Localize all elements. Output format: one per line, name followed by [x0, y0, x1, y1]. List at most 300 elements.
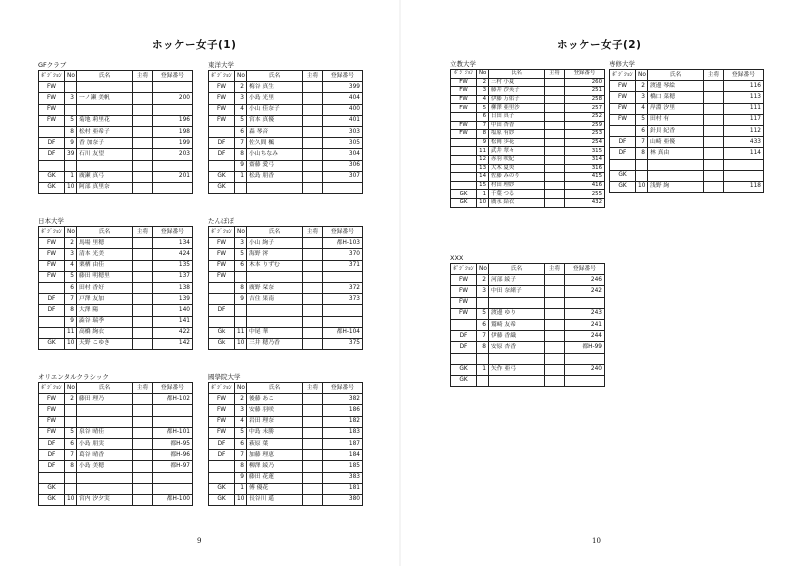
- name-cell: 武井 翠々: [489, 147, 545, 156]
- table-row: [39, 93, 193, 104]
- position-cell: [209, 316, 235, 327]
- table-row: [209, 260, 363, 271]
- table-row: [209, 182, 363, 193]
- captain-cell: [545, 164, 565, 173]
- registration-cell: 316: [565, 164, 605, 173]
- header-number: No: [477, 264, 489, 275]
- name-cell: 吉住 果南: [247, 294, 303, 305]
- registration-cell: [323, 305, 363, 316]
- registration-cell: 375: [323, 338, 363, 349]
- captain-cell: [133, 238, 153, 249]
- table-row: [39, 416, 193, 427]
- number-cell: [235, 316, 247, 327]
- table-row: [39, 327, 193, 338]
- number-cell: [65, 472, 77, 483]
- number-cell: 1: [477, 364, 489, 375]
- table-row: [451, 353, 605, 364]
- table-row: [451, 308, 605, 319]
- registration-cell: 114: [724, 148, 764, 159]
- number-cell: 15: [477, 181, 489, 190]
- table-row: [39, 138, 193, 149]
- number-cell: [235, 182, 247, 193]
- registration-cell: [323, 182, 363, 193]
- captain-cell: [303, 483, 323, 494]
- name-cell: 安藤 羽咲: [247, 405, 303, 416]
- number-cell: [235, 305, 247, 316]
- table-row: [451, 342, 605, 353]
- table-row: [610, 181, 764, 192]
- position-cell: FW: [209, 115, 235, 126]
- team-block: [38, 372, 192, 506]
- name-cell: [489, 353, 545, 364]
- table-row: [39, 249, 193, 260]
- table-row: [39, 271, 193, 282]
- name-cell: 澁谷 瑞季: [77, 316, 133, 327]
- position-cell: [451, 173, 477, 182]
- position-cell: DF: [451, 331, 477, 342]
- number-cell: 4: [65, 260, 77, 271]
- header-registration: 登録番号: [565, 70, 605, 79]
- position-cell: [39, 126, 65, 137]
- captain-cell: [133, 149, 153, 160]
- header-name: 氏名: [247, 227, 303, 238]
- roster-table: [208, 226, 363, 350]
- table-row: [39, 171, 193, 182]
- number-cell: 11: [477, 147, 489, 156]
- table-row: [451, 181, 605, 190]
- registration-cell: [323, 271, 363, 282]
- number-cell: 4: [235, 416, 247, 427]
- number-cell: 3: [636, 92, 648, 103]
- number-cell: 8: [235, 149, 247, 160]
- registration-cell: 404: [323, 93, 363, 104]
- number-cell: 9: [477, 138, 489, 147]
- captain-cell: [545, 130, 565, 139]
- position-cell: FW: [451, 121, 477, 130]
- name-cell: 千葉 つる: [489, 190, 545, 199]
- name-cell: 柳澤 綾乃: [247, 461, 303, 472]
- position-cell: GK: [39, 182, 65, 193]
- captain-cell: [545, 95, 565, 104]
- position-cell: DF: [451, 342, 477, 353]
- captain-cell: [303, 282, 323, 293]
- registration-cell: 都H-99: [565, 342, 605, 353]
- number-cell: 2: [65, 238, 77, 249]
- table-row: [451, 198, 605, 207]
- table-row: [451, 104, 605, 113]
- number-cell: 1: [235, 483, 247, 494]
- name-cell: 小島 美穂: [77, 461, 133, 472]
- number-cell: [65, 416, 77, 427]
- header-name: 氏名: [489, 264, 545, 275]
- table-row: [451, 121, 605, 130]
- captain-cell: [133, 461, 153, 472]
- team-name: XXX: [450, 254, 464, 262]
- header-row: [39, 383, 193, 394]
- captain-cell: [545, 353, 565, 364]
- number-cell: 4: [636, 103, 648, 114]
- table-row: [39, 316, 193, 327]
- position-cell: FW: [610, 114, 636, 125]
- position-cell: FW: [451, 104, 477, 113]
- position-cell: FW: [451, 95, 477, 104]
- position-cell: FW: [610, 92, 636, 103]
- registration-cell: [565, 353, 605, 364]
- roster-table: [450, 263, 605, 387]
- name-cell: 中尾 華: [247, 327, 303, 338]
- name-cell: 宮内 汐夕実: [77, 494, 133, 505]
- name-cell: 岸淵 汐里: [648, 103, 704, 114]
- captain-cell: [545, 375, 565, 386]
- captain-cell: [133, 472, 153, 483]
- team-name: GFクラブ: [38, 61, 67, 69]
- position-cell: [451, 164, 477, 173]
- registration-cell: [153, 405, 193, 416]
- captain-cell: [545, 181, 565, 190]
- captain-cell: [704, 148, 724, 159]
- number-cell: 5: [477, 308, 489, 319]
- header-captain: 主将: [303, 71, 323, 82]
- registration-cell: 399: [323, 82, 363, 93]
- table-row: [39, 294, 193, 305]
- number-cell: 9: [235, 160, 247, 171]
- number-cell: 10: [477, 198, 489, 207]
- name-cell: 柳澤 亜里沙: [489, 104, 545, 113]
- table-row: [451, 190, 605, 199]
- position-cell: GK: [39, 483, 65, 494]
- captain-cell: [303, 494, 323, 505]
- position-cell: DF: [39, 461, 65, 472]
- captain-cell: [303, 82, 323, 93]
- captain-cell: [545, 275, 565, 286]
- registration-cell: 都H-97: [153, 461, 193, 472]
- registration-cell: 383: [323, 472, 363, 483]
- table-row: [209, 305, 363, 316]
- number-cell: 8: [477, 342, 489, 353]
- captain-cell: [303, 394, 323, 405]
- team-block: [38, 216, 192, 350]
- captain-cell: [303, 327, 323, 338]
- registration-cell: 都H-101: [153, 427, 193, 438]
- registration-cell: 424: [153, 249, 193, 260]
- name-cell: 後藤 あこ: [247, 394, 303, 405]
- number-cell: [65, 405, 77, 416]
- name-cell: 佐藤 みのり: [489, 173, 545, 182]
- registration-cell: [724, 170, 764, 181]
- position-cell: [451, 353, 477, 364]
- position-cell: [39, 282, 65, 293]
- captain-cell: [303, 160, 323, 171]
- registration-cell: 185: [323, 461, 363, 472]
- position-cell: FW: [39, 238, 65, 249]
- header-registration: 登録番号: [153, 227, 193, 238]
- table-row: [209, 461, 363, 472]
- registration-cell: 137: [153, 271, 193, 282]
- number-cell: 3: [235, 93, 247, 104]
- registration-cell: 243: [565, 308, 605, 319]
- position-cell: FW: [39, 115, 65, 126]
- header-number: No: [65, 227, 77, 238]
- number-cell: 8: [235, 282, 247, 293]
- registration-cell: 200: [153, 93, 193, 104]
- registration-cell: 186: [323, 405, 363, 416]
- number-cell: 6: [235, 260, 247, 271]
- table-row: [39, 438, 193, 449]
- registration-cell: 371: [323, 260, 363, 271]
- table-row: [451, 95, 605, 104]
- table-row: [209, 171, 363, 182]
- name-cell: 藤田 花蓮: [247, 472, 303, 483]
- registration-cell: 251: [565, 87, 605, 96]
- captain-cell: [303, 338, 323, 349]
- registration-cell: 112: [724, 125, 764, 136]
- captain-cell: [545, 297, 565, 308]
- name-cell: 藤井 沙英子: [489, 87, 545, 96]
- header-position: ﾎﾟｼﾞｼｮﾝ: [451, 264, 477, 275]
- captain-cell: [133, 271, 153, 282]
- number-cell: 6: [477, 319, 489, 330]
- number-cell: 2: [477, 275, 489, 286]
- position-cell: FW: [209, 394, 235, 405]
- page-right: [400, 0, 800, 566]
- name-cell: 宮本 真優: [247, 115, 303, 126]
- table-row: [209, 160, 363, 171]
- registration-cell: [153, 483, 193, 494]
- table-row: [39, 149, 193, 160]
- registration-cell: 196: [153, 115, 193, 126]
- header-number: No: [636, 70, 648, 81]
- captain-cell: [303, 138, 323, 149]
- number-cell: [477, 297, 489, 308]
- registration-cell: 116: [724, 81, 764, 92]
- registration-cell: 都H-102: [153, 394, 193, 405]
- registration-cell: [323, 316, 363, 327]
- header-position: ﾎﾟｼﾞｼｮﾝ: [451, 70, 477, 79]
- registration-cell: 241: [565, 319, 605, 330]
- number-cell: 8: [65, 305, 77, 316]
- captain-cell: [133, 305, 153, 316]
- position-cell: DF: [209, 138, 235, 149]
- position-cell: GK: [209, 494, 235, 505]
- name-cell: [247, 305, 303, 316]
- registration-cell: 184: [323, 450, 363, 461]
- table-row: [209, 104, 363, 115]
- table-row: [39, 427, 193, 438]
- number-cell: 3: [65, 93, 77, 104]
- captain-cell: [545, 87, 565, 96]
- team-name: 國學院大学: [208, 373, 241, 381]
- table-row: [209, 271, 363, 282]
- header-number: No: [235, 71, 247, 82]
- registration-cell: 都H-100: [153, 494, 193, 505]
- captain-cell: [303, 126, 323, 137]
- number-cell: 10: [65, 182, 77, 193]
- table-row: [209, 138, 363, 149]
- position-cell: [209, 126, 235, 137]
- captain-cell: [133, 438, 153, 449]
- position-cell: FW: [209, 405, 235, 416]
- table-row: [209, 282, 363, 293]
- registration-cell: 246: [565, 275, 605, 286]
- team-block: [208, 60, 362, 194]
- table-row: [209, 427, 363, 438]
- table-row: [39, 238, 193, 249]
- team-name: たんぽぽ: [208, 217, 234, 225]
- table-row: [451, 164, 605, 173]
- captain-cell: [303, 294, 323, 305]
- position-cell: FW: [209, 93, 235, 104]
- number-cell: 9: [235, 294, 247, 305]
- number-cell: 6: [477, 112, 489, 121]
- captain-cell: [303, 427, 323, 438]
- name-cell: 廣永 結衣: [489, 198, 545, 207]
- name-cell: 伊藤 万佑子: [489, 95, 545, 104]
- name-cell: 岩田 理奈: [247, 416, 303, 427]
- name-cell: 中田 奈緒子: [489, 286, 545, 297]
- number-cell: 10: [65, 494, 77, 505]
- position-cell: GK: [451, 190, 477, 199]
- position-cell: [209, 461, 235, 472]
- table-row: [209, 82, 363, 93]
- registration-cell: 370: [323, 249, 363, 260]
- name-cell: [77, 104, 133, 115]
- position-cell: FW: [209, 238, 235, 249]
- position-cell: GK: [610, 170, 636, 181]
- table-row: [39, 282, 193, 293]
- registration-cell: 257: [565, 104, 605, 113]
- table-row: [209, 115, 363, 126]
- number-cell: [477, 353, 489, 364]
- table-row: [610, 81, 764, 92]
- captain-cell: [545, 342, 565, 353]
- header-row: [451, 70, 605, 79]
- registration-cell: 201: [153, 171, 193, 182]
- position-cell: DF: [209, 149, 235, 160]
- table-row: [39, 450, 193, 461]
- table-row: [451, 331, 605, 342]
- number-cell: 5: [235, 249, 247, 260]
- number-cell: 8: [65, 126, 77, 137]
- registration-cell: 259: [565, 121, 605, 130]
- header-position: ﾎﾟｼﾞｼｮﾝ: [610, 70, 636, 81]
- captain-cell: [704, 103, 724, 114]
- registration-cell: 304: [323, 149, 363, 160]
- number-cell: 39: [65, 149, 77, 160]
- number-cell: 5: [235, 427, 247, 438]
- team-block: [609, 59, 763, 193]
- registration-cell: 134: [153, 238, 193, 249]
- number-cell: 9: [65, 316, 77, 327]
- name-cell: 小島 朋実: [77, 438, 133, 449]
- registration-cell: [153, 104, 193, 115]
- roster-table: [450, 69, 605, 208]
- position-cell: FW: [39, 249, 65, 260]
- name-cell: [489, 297, 545, 308]
- captain-cell: [545, 173, 565, 182]
- number-cell: 6: [235, 438, 247, 449]
- number-cell: 5: [65, 271, 77, 282]
- table-row: [39, 160, 193, 171]
- number-cell: 6: [65, 438, 77, 449]
- position-cell: [451, 147, 477, 156]
- position-cell: FW: [451, 297, 477, 308]
- header-captain: 主将: [545, 264, 565, 275]
- name-cell: 清本 光美: [77, 249, 133, 260]
- position-cell: DF: [39, 294, 65, 305]
- name-cell: [648, 170, 704, 181]
- number-cell: [65, 160, 77, 171]
- captain-cell: [303, 305, 323, 316]
- table-row: [209, 126, 363, 137]
- table-row: [39, 483, 193, 494]
- header-registration: 登録番号: [565, 264, 605, 275]
- header-position: ﾎﾟｼﾞｼｮﾝ: [209, 227, 235, 238]
- position-cell: FW: [610, 103, 636, 114]
- table-row: [209, 316, 363, 327]
- header-registration: 登録番号: [724, 70, 764, 81]
- number-cell: 3: [477, 286, 489, 297]
- number-cell: 7: [477, 331, 489, 342]
- captain-cell: [303, 260, 323, 271]
- number-cell: [65, 104, 77, 115]
- name-cell: 藤田 明穂里: [77, 271, 133, 282]
- name-cell: 森 琴音: [247, 126, 303, 137]
- roster-table: [38, 70, 193, 194]
- registration-cell: 258: [565, 95, 605, 104]
- captain-cell: [303, 249, 323, 260]
- name-cell: 長谷川 遥: [247, 494, 303, 505]
- team-block: [450, 59, 604, 208]
- registration-cell: 都H-103: [323, 238, 363, 249]
- registration-cell: 111: [724, 103, 764, 114]
- registration-cell: 307: [323, 171, 363, 182]
- table-row: [209, 238, 363, 249]
- table-row: [209, 327, 363, 338]
- position-cell: FW: [209, 82, 235, 93]
- table-row: [209, 338, 363, 349]
- name-cell: 馬場 里穂: [77, 238, 133, 249]
- position-cell: [39, 472, 65, 483]
- registration-cell: 432: [565, 198, 605, 207]
- number-cell: 7: [65, 450, 77, 461]
- name-cell: 浅野 絢: [648, 181, 704, 192]
- registration-cell: 187: [323, 438, 363, 449]
- name-cell: [247, 271, 303, 282]
- captain-cell: [133, 494, 153, 505]
- table-row: [209, 438, 363, 449]
- table-row: [610, 125, 764, 136]
- captain-cell: [704, 125, 724, 136]
- table-row: [451, 78, 605, 87]
- position-cell: FW: [39, 405, 65, 416]
- table-row: [39, 305, 193, 316]
- name-cell: 菊地 莉里花: [77, 115, 133, 126]
- number-cell: 5: [477, 104, 489, 113]
- number-cell: 8: [235, 461, 247, 472]
- position-cell: DF: [610, 148, 636, 159]
- captain-cell: [545, 198, 565, 207]
- table-row: [209, 149, 363, 160]
- registration-cell: 都H-96: [153, 450, 193, 461]
- captain-cell: [133, 249, 153, 260]
- header-captain: 主将: [303, 227, 323, 238]
- registration-cell: 198: [153, 126, 193, 137]
- position-cell: FW: [209, 260, 235, 271]
- position-cell: GK: [610, 181, 636, 192]
- name-cell: 渡邊 琴絵: [648, 81, 704, 92]
- table-row: [209, 249, 363, 260]
- table-row: [39, 260, 193, 271]
